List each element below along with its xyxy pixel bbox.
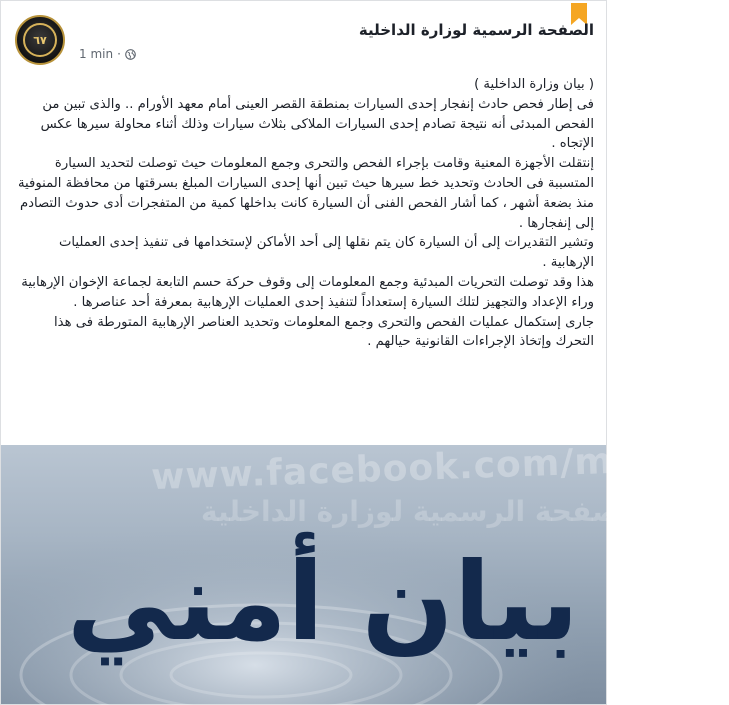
post-image[interactable] xyxy=(1,436,729,704)
separator: · xyxy=(117,47,121,61)
post-paragraph: فى إطار فحص حادث إنفجار إحدى السيارات بمنطقة القصر العينى أمام معهد الأورام .. والذى تبين من الفحص المبدئى أنه نتيجة تصادم إحدى السيارات الملاكى بثلاث سيارات وذلك أثناء محاولة سيرها عكس الإتجاه . xyxy=(36,96,594,152)
timestamp[interactable]: 1 min xyxy=(79,47,114,61)
image-title: بيان أمني xyxy=(66,540,579,665)
post-paragraph: وتشير التقديرات إلى أن السيارة كان يتم نقلها إلى أحد الأماكن لإستخدامها فى تنفيذ إحدى العمليات الإرهابية . xyxy=(54,235,594,271)
avatar[interactable] xyxy=(15,15,65,65)
page-name[interactable]: الصفحة الرسمية لوزارة الداخلية xyxy=(358,21,594,39)
watermark-url: www.facebook.com/moiegy xyxy=(150,436,729,499)
post-paragraph: جارى إستكمال عمليات الفحص والتحرى وجمع المعلومات وتحديد العناصر الإرهابية المتورطة فى هذا التحرك وإتخاذ الإجراءات القانونية حيالهم . xyxy=(49,314,594,350)
watermark-text: الصفحة الرسمية لوزارة الداخلية xyxy=(201,495,640,528)
post-body xyxy=(12,75,594,352)
post-meta xyxy=(79,47,136,61)
post-paragraph: هذا وقد توصلت التحريات المبدئية وجمع المعلومات إلى وقوف حركة حسم التابعة لجماعة الإخوان الإرهابية وراء الإعداد والتجهيز لتلك السيارة إستعداداً لتنفيذ إحدى العمليات الإرهابية بمعرفة أحد عناصرها . xyxy=(17,274,594,310)
post-paragraph: إنتقلت الأجهزة المعنية وقامت بإجراء الفحص والتحرى وجمع المعلومات حيث توصلت لتحديد السيارة المتسببة فى الحادث وتحديد خط سيرها حيث تبين أنها إحدى السيارات المبلغ بسرقتها من محافظة المنوفية منذ بضعة أشهر ، كما أشار الفحص الفنى أن السيارة كانت بداخلها كمية من المتفجرات أدى حدوث التصادم إلى إنفجارها . xyxy=(13,156,594,231)
post-header xyxy=(1,1,606,71)
avatar-text: ٦٧ xyxy=(33,34,47,47)
globe-icon[interactable] xyxy=(125,49,136,60)
post-paragraph: ( بيان وزارة الداخلية ) xyxy=(474,77,594,92)
